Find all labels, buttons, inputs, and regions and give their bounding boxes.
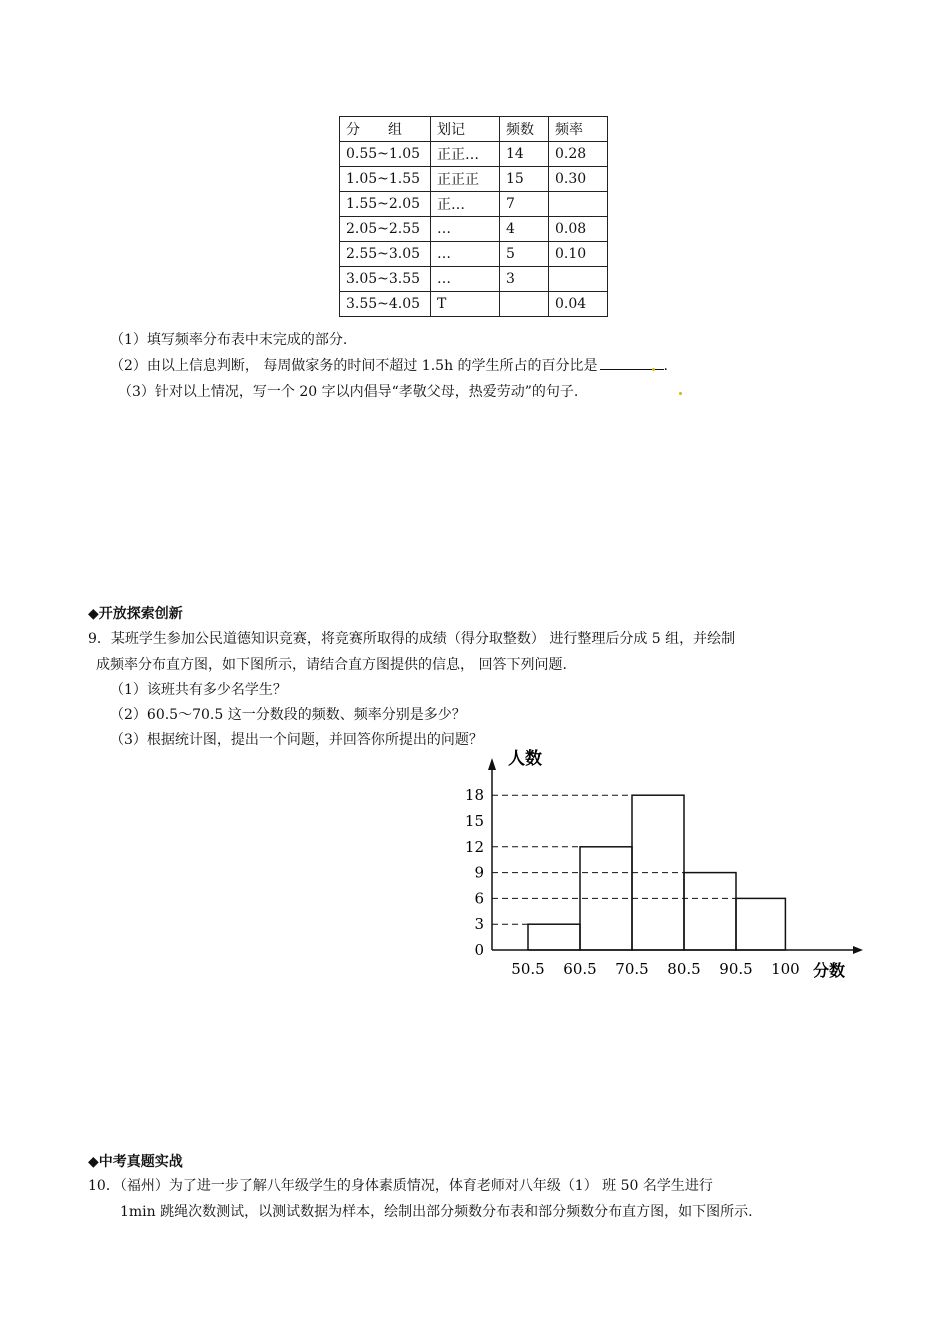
table-cell: 2.05~2.55 (340, 217, 431, 242)
decorative-dot (652, 368, 655, 371)
table-cell: 2.55~3.05 (340, 242, 431, 267)
x-axis-label: 分数 (813, 961, 846, 980)
table-cell: … (431, 242, 500, 267)
table-header-row (340, 117, 608, 142)
q9-line1: 9．某班学生参加公民道德知识竞赛，将竞赛所取得的成绩（得分取整数） 进行整理后分成 5 组，并绘制 (88, 631, 736, 647)
table-cell: 4 (500, 217, 549, 242)
q8-part2-text: （2）由以上信息判断， 每周做家务的时间不超过 1.5h 的学生所占的百分比是 (110, 358, 598, 374)
frequency-table (339, 116, 608, 317)
table-cell: 0.04 (549, 292, 608, 317)
table-cell: 7 (500, 192, 549, 217)
table-cell: 3.05~3.55 (340, 267, 431, 292)
y-tick-label: 15 (464, 812, 484, 830)
table-row (340, 217, 608, 242)
x-tick-label: 50.5 (511, 960, 545, 978)
table-cell (549, 192, 608, 217)
table-cell: 1.05~1.55 (340, 167, 431, 192)
table-cell: 正… (431, 192, 500, 217)
q9-line2: 成频率分布直方图，如下图所示，请结合直方图提供的信息， 回答下列问题. (96, 657, 567, 673)
table-header-cell: 频率 (549, 117, 608, 142)
histogram-chart (440, 744, 880, 989)
table-cell (549, 267, 608, 292)
table-row (340, 292, 608, 317)
section-heading-exam-practice: ◆中考真题实战 (88, 1154, 183, 1170)
table-cell: 正正正 (431, 167, 500, 192)
table-row (340, 142, 608, 167)
table-row (340, 192, 608, 217)
y-tick-label: 3 (474, 915, 484, 934)
section-heading-open-exploration: ◆开放探索创新 (88, 606, 183, 622)
x-tick-label: 70.5 (615, 960, 649, 978)
table-cell: 3 (500, 267, 549, 292)
x-tick-label: 90.5 (719, 960, 753, 978)
table-cell: T (431, 292, 500, 317)
histogram-bar (528, 924, 580, 950)
y-tick-label: 0 (474, 941, 484, 959)
table-cell: … (431, 267, 500, 292)
table-header-cell: 分 组 (340, 117, 431, 142)
table-cell: 0.55~1.05 (340, 142, 431, 167)
decorative-dot (679, 392, 682, 395)
table-cell: 14 (500, 142, 549, 167)
q9-sub3: （3）根据统计图，提出一个问题，并回答你所提出的问题？ (110, 732, 483, 748)
y-tick-label: 18 (464, 786, 484, 805)
y-tick-label: 6 (474, 889, 484, 908)
y-tick-label: 12 (464, 837, 484, 856)
x-axis-arrow-icon (853, 946, 863, 954)
y-axis-arrow-icon (488, 758, 496, 770)
histogram-bar (684, 873, 736, 950)
x-tick-label: 60.5 (563, 960, 597, 978)
q9-sub2: （2）60.5～70.5 这一分数段的频数、频率分别是多少？ (110, 707, 466, 723)
table-cell: 1.55~2.05 (340, 192, 431, 217)
histogram-bar (736, 898, 785, 950)
table-row (340, 167, 608, 192)
table-cell: 正正… (431, 142, 500, 167)
table-cell: 15 (500, 167, 549, 192)
q10-line1: 10．（福州）为了进一步了解八年级学生的身体素质情况，体育老师对八年级（1） 班 50 名学生进行 (88, 1178, 713, 1194)
q8-part3: （3）针对以上情况，写一个 20 字以内倡导“孝敬父母，热爱劳动”的句子. (118, 384, 579, 400)
table-cell: 5 (500, 242, 549, 267)
table-cell: 3.55~4.05 (340, 292, 431, 317)
q8-part1: （1）填写频率分布表中末完成的部分. (110, 332, 348, 348)
table-cell: 0.30 (549, 167, 608, 192)
y-axis-label: 人数 (508, 749, 542, 769)
table-cell: 0.28 (549, 142, 608, 167)
table-header-cell: 频数 (500, 117, 549, 142)
q9-sub1: （1）该班共有多少名学生？ (110, 682, 287, 698)
q10-line2: 1min 跳绳次数测试，以测试数据为样本，绘制出部分频数分布表和部分频数分布直方图，如下图所示. (120, 1204, 753, 1220)
x-tick-label: 80.5 (667, 960, 701, 978)
q8-part2-end: . (663, 358, 668, 374)
table-row (340, 267, 608, 292)
x-tick-label: 100 (771, 960, 800, 978)
q8-part2 (110, 355, 668, 375)
table-header-cell: 划记 (431, 117, 500, 142)
y-tick-label: 9 (474, 863, 484, 882)
table-cell (500, 292, 549, 317)
table-cell: 0.10 (549, 242, 608, 267)
table-cell: … (431, 217, 500, 242)
table-cell: 0.08 (549, 217, 608, 242)
table-row (340, 242, 608, 267)
